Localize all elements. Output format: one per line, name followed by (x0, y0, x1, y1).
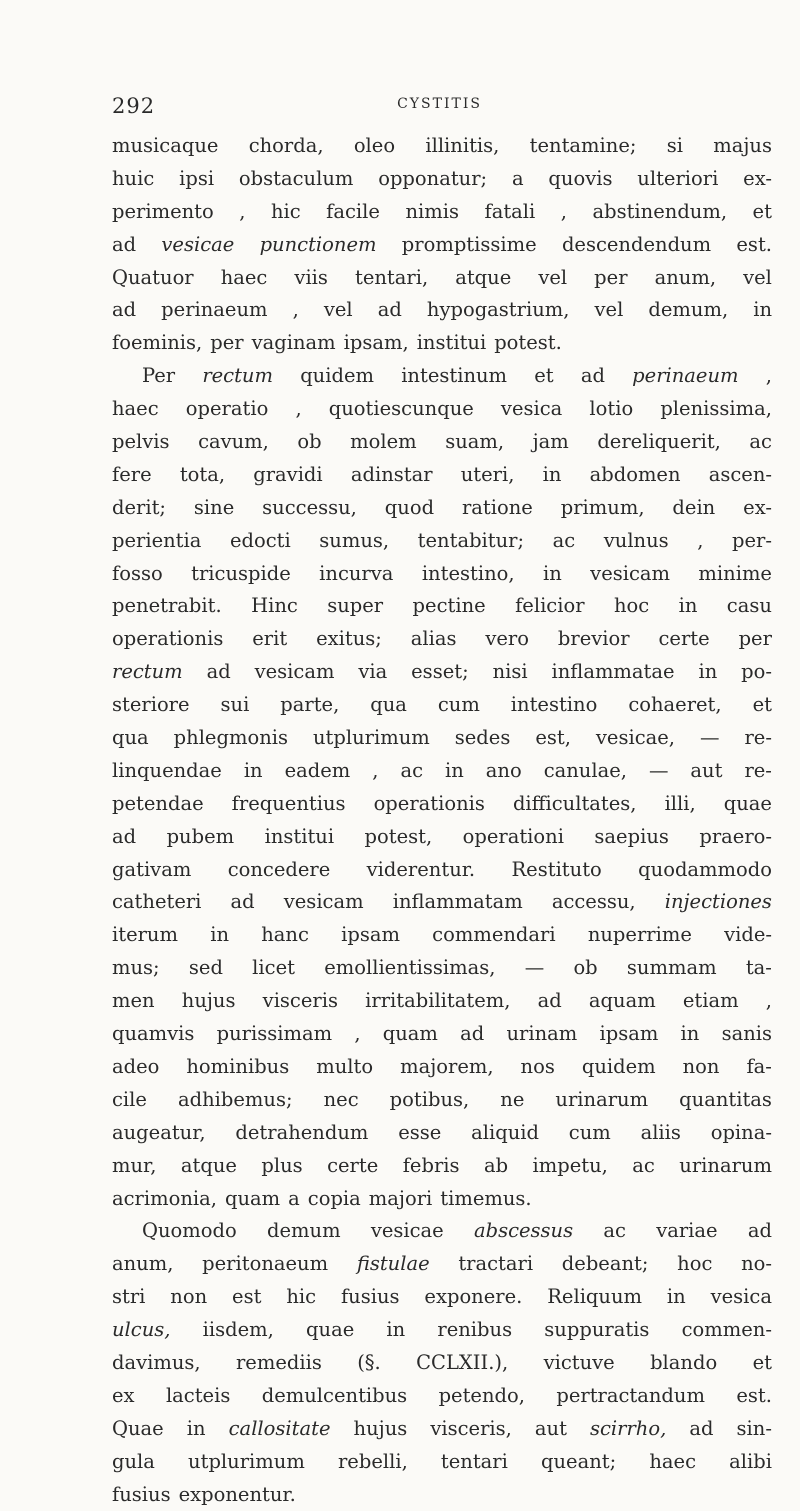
text-line: augeatur, detrahendum esse aliquid cum aliis opina- (112, 1120, 772, 1144)
text-line: Per rectum quidem intestinum et ad perinaeum , (142, 364, 772, 388)
text-line: gula utplurimum rebelli, tentari queant; haec alibi (112, 1449, 772, 1473)
text-line: rectum ad vesicam via esset; nisi inflammatae in po- (112, 660, 772, 684)
text-line: fusius exponentur. (112, 1482, 296, 1506)
text-line: linquendae in eadem , ac in ano canulae, — aut re- (112, 758, 772, 782)
text-line: men hujus visceris irritabilitatem, ad aquam etiam , (112, 989, 772, 1013)
text-line: mus; sed licet emollientissimas, — ob summam ta- (112, 956, 772, 980)
running-head: CYSTITIS (397, 96, 482, 112)
text-line: perientia edocti sumus, tentabitur; ac vulnus , per- (112, 528, 772, 552)
text-line: stri non est hic fusius exponere. Reliquum in vesica (112, 1285, 772, 1309)
text-line: mur, atque plus certe febris ab impetu, ac urinarum (112, 1153, 772, 1177)
text-line: cile adhibemus; nec potibus, ne urinarum quantitas (112, 1087, 772, 1111)
text-line: perimento , hic facile nimis fatali , abstinendum, et (112, 199, 772, 223)
text-line: ad pubem institui potest, operationi saepius praero- (112, 824, 772, 848)
text-line: Quatuor haec viis tentari, atque vel per anum, vel (112, 265, 772, 289)
text-line: gativam concedere viderentur. Restituto quodammodo (112, 857, 772, 881)
text-line: fere tota, gravidi adinstar uteri, in abdomen ascen- (112, 462, 772, 486)
text-line: Quomodo demum vesicae abscessus ac variae ad (142, 1219, 772, 1243)
text-line: haec operatio , quotiescunque vesica lotio plenissima, (112, 397, 772, 421)
page-header (112, 94, 767, 124)
text-line: acrimonia, quam a copia majori timemus. (112, 1186, 532, 1210)
text-line: steriore sui parte, qua cum intestino cohaeret, et (112, 693, 772, 717)
text-line: penetrabit. Hinc super pectine felicior hoc in casu (112, 594, 772, 618)
text-line: qua phlegmonis utplurimum sedes est, vesicae, — re- (112, 726, 772, 750)
text-line: ulcus, iisdem, quae in renibus suppuratis commen- (112, 1318, 772, 1342)
text-line: davimus, remediis (§. CCLXII.), victuve blando et (112, 1350, 772, 1374)
text-line: operationis erit exitus; alias vero brevior certe per (112, 627, 772, 651)
text-line: derit; sine successu, quod ratione primum, dein ex- (112, 495, 772, 519)
text-line: iterum in hanc ipsam commendari nuperrime vide- (112, 923, 772, 947)
text-line: ad vesicae punctionem promptissime descendendum est. (112, 232, 772, 256)
text-line: ex lacteis demulcentibus petendo, pertractandum est. (112, 1383, 772, 1407)
body-text (112, 130, 772, 1511)
text-line: anum, peritonaeum fistulae tractari debeant; hoc no- (112, 1252, 772, 1276)
text-line: Quae in callositate hujus visceris, aut scirrho, ad sin- (112, 1416, 772, 1440)
text-line: catheteri ad vesicam inflammatam accessu, injectiones (112, 890, 772, 914)
text-line: adeo hominibus multo majorem, nos quidem non fa- (112, 1054, 772, 1078)
text-line: fosso tricuspide incurva intestino, in vesicam minime (112, 561, 772, 585)
text-line: petendae frequentius operationis difficultates, illi, quae (112, 791, 772, 815)
text-line: ad perinaeum , vel ad hypogastrium, vel demum, in (112, 298, 772, 322)
text-line: huic ipsi obstaculum opponatur; a quovis ulteriori ex- (112, 166, 772, 190)
text-line: pelvis cavum, ob molem suam, jam dereliquerit, ac (112, 430, 772, 454)
text-line: musicaque chorda, oleo illinitis, tentamine; si majus (112, 134, 772, 157)
text-line: quamvis purissimam , quam ad urinam ipsam in sanis (112, 1022, 772, 1046)
text-line: foeminis, per vaginam ipsam, institui potest. (112, 331, 562, 355)
page-number: 292 (112, 94, 156, 118)
